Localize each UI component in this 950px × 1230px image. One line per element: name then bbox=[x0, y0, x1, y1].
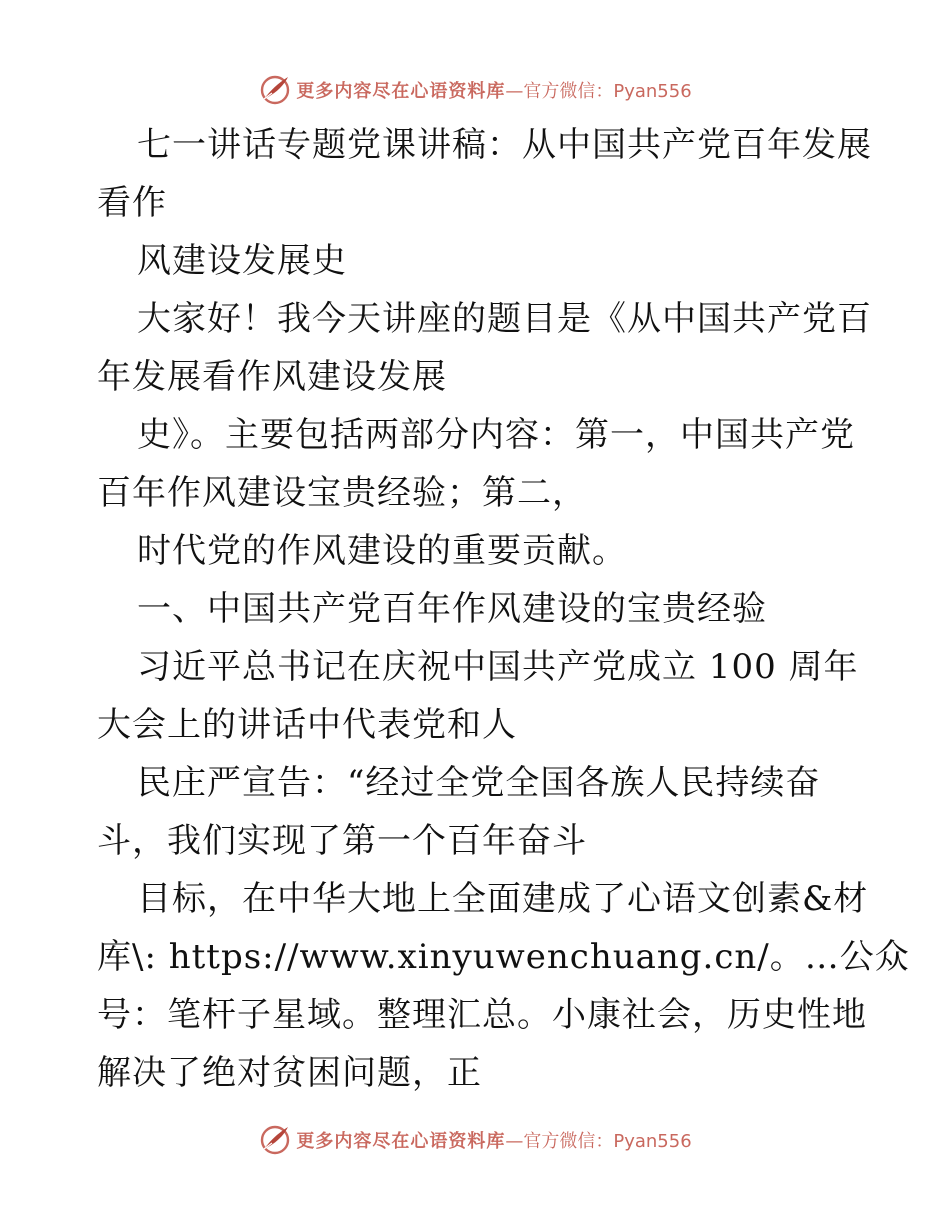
paragraph-line: 习近平总书记在庆祝中国共产党成立 100 周年 bbox=[137, 647, 859, 687]
paragraph-line: 大会上的讲话中代表党和人 bbox=[97, 705, 517, 745]
header-watermark bbox=[0, 72, 950, 108]
paragraph-line: 史》。主要包括两部分内容：第一，中国共产党 bbox=[137, 415, 855, 455]
feather-pen-icon bbox=[258, 73, 292, 107]
paragraph-line: 大家好！我今天讲座的题目是《从中国共产党百 bbox=[137, 299, 872, 339]
document-body bbox=[97, 116, 910, 1102]
section-heading: 一、中国共产党百年作风建设的宝贵经验 bbox=[137, 589, 767, 629]
title-line-3: 风建设发展史 bbox=[137, 241, 347, 281]
paragraph-line: 百年作风建设宝贵经验；第二， bbox=[97, 473, 587, 513]
paragraph-line: 斗，我们实现了第一个百年奋斗 bbox=[97, 821, 587, 861]
watermark-contact-text: —官方微信：Pyan556 bbox=[505, 1131, 692, 1152]
footer-watermark bbox=[0, 1122, 950, 1158]
paragraph-line: 解决了绝对贫困问题，正 bbox=[97, 1053, 482, 1093]
paragraph-line: 时代党的作风建设的重要贡献。 bbox=[137, 531, 627, 571]
title-line-1: 七一讲话专题党课讲稿：从中国共产党百年发展 bbox=[137, 125, 872, 165]
feather-pen-icon bbox=[258, 1123, 292, 1157]
paragraph-line: 号：笔杆子星域。整理汇总。小康社会，历史性地 bbox=[97, 995, 867, 1035]
paragraph-line: 民庄严宣告：“经过全党全国各族人民持续奋 bbox=[137, 763, 821, 803]
paragraph-line: 库\: https://www.xinyuwenchuang.cn/。…公众 bbox=[97, 937, 910, 977]
watermark-main-text: 更多内容尽在心语资料库 bbox=[296, 81, 506, 102]
watermark-main-text: 更多内容尽在心语资料库 bbox=[296, 1131, 506, 1152]
watermark-contact-text: —官方微信：Pyan556 bbox=[505, 81, 692, 102]
paragraph-line: 目标，在中华大地上全面建成了心语文创素&材 bbox=[137, 879, 869, 919]
title-line-2: 看作 bbox=[97, 183, 167, 223]
paragraph-line: 年发展看作风建设发展 bbox=[97, 357, 447, 397]
